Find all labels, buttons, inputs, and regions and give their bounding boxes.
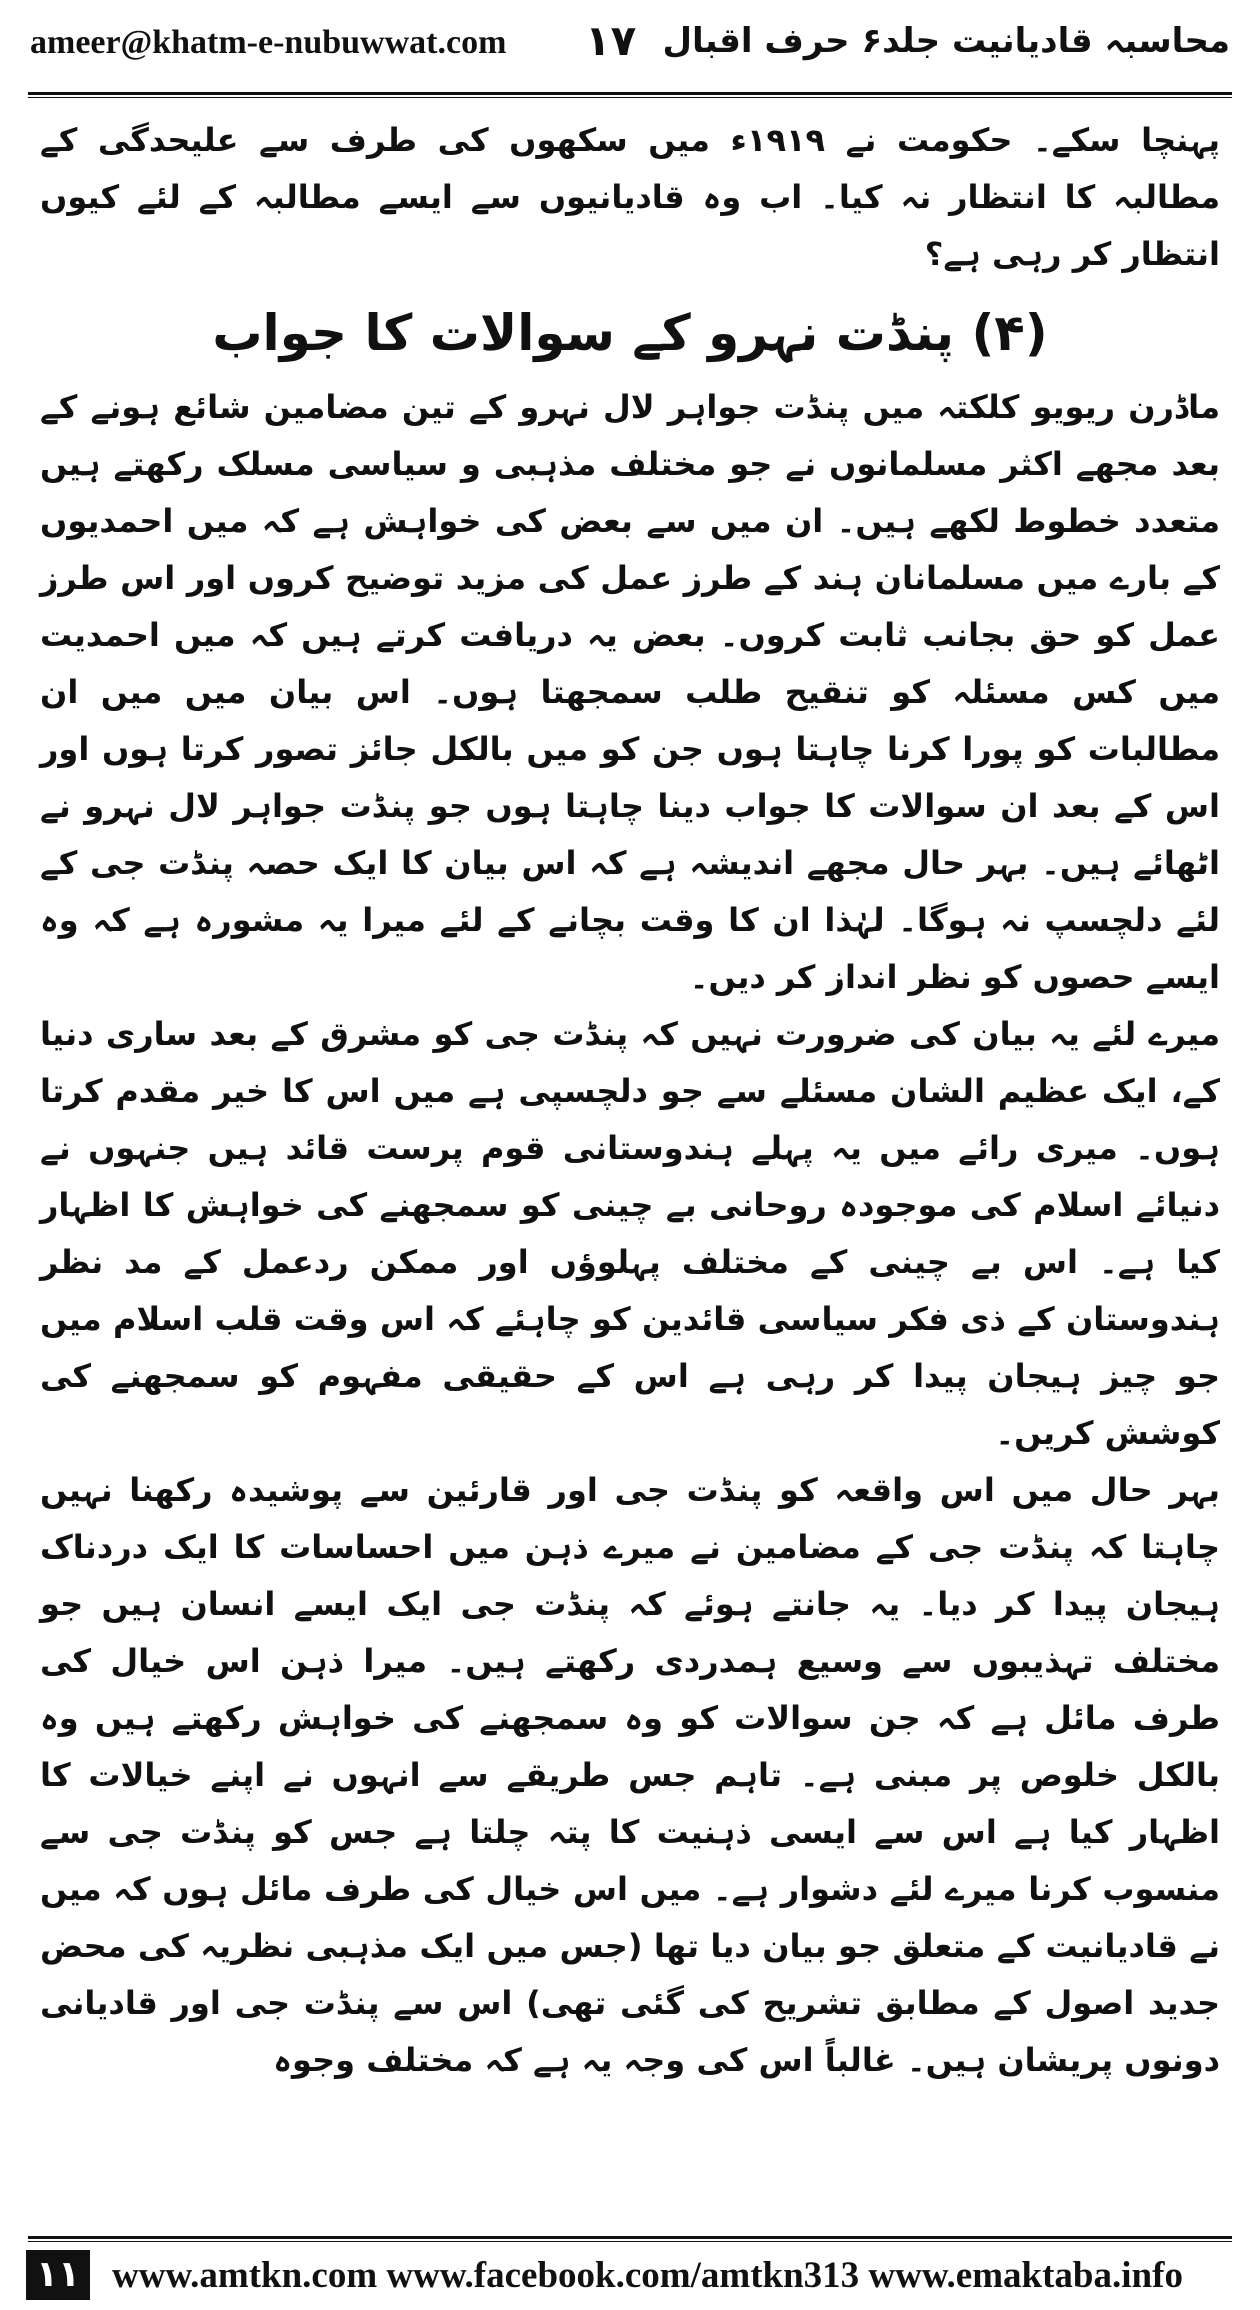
sheet-number-badge: ۱۱ [26, 2250, 90, 2300]
body-paragraph: میرے لئے یہ بیان کی ضرورت نہیں کہ پنڈت جی کو مشرق کے بعد ساری دنیا کے، ایک عظیم الشان مسئلے سے جو دلچسپی ہے میں اس کا خیر مقدم کرتا ہوں۔ میری رائے میں یہ پہلے ہندوستانی قوم پرست قائد ہیں جنہوں نے دنیائے اسلام کی موجودہ روحانی بے چینی کو سمجھنے کی خواہش کا اظہار کیا ہے۔ اس بے چینی کے مختلف پہلوؤں اور ممکن ردعمل کے مد نظر ہندوستان کے ذی فکر سیاسی قائدین کو چاہئے کہ اس وقت قلب اسلام میں جو چیز ہیجان پیدا کر رہی ہے اس کے حقیقی مفہوم کو سمجھنے کی کوشش کریں۔ [40, 1015, 1220, 1452]
page-number: ۱۷ [585, 16, 637, 65]
body-paragraph: پہنچا سکے۔ حکومت نے ۱۹۱۹ء میں سکھوں کی طرف سے علیحدگی کے مطالبہ کا انتظار نہ کیا۔ اب وہ قادیانیوں سے ایسے مطالبہ کے لئے کیوں انتظار کر رہی ہے؟ [40, 121, 1221, 273]
book-title: محاسبہ قادیانیت جلد۶ حرف اقبال [662, 21, 1230, 61]
header-divider [28, 92, 1232, 98]
page-header [0, 0, 1260, 100]
footer-links[interactable]: www.amtkn.com www.facebook.com/amtkn313 www.emaktaba.info [112, 2255, 1183, 2296]
page-footer [0, 2236, 1260, 2310]
body-paragraph: ماڈرن ریویو کلکتہ میں پنڈت جواہر لال نہرو کے تین مضامین شائع ہونے کے بعد مجھے اکثر مسلمانوں نے جو مختلف مذہبی و سیاسی مسلک رکھتے ہیں متعدد خطوط لکھے ہیں۔ ان میں سے بعض کی خواہش ہے کہ میں احمدیوں کے بارے میں مسلمانان ہند کے طرز عمل کی مزید توضیح کروں اور اس طرز عمل کو حق بجانب ثابت کروں۔ بعض یہ دریافت کرتے ہیں کہ میں احمدیت میں کس مسئلہ کو تنقیح طلب سمجھتا ہوں۔ اس بیان میں میں ان مطالبات کو پورا کرنا چاہتا ہوں جن کو میں بالکل جائز تصور کرتا ہوں اور اس کے بعد ان سوالات کا جواب دینا چاہتا ہوں جو پنڈت جواہر لال نہرو نے اٹھائے ہیں۔ بہر حال مجھے اندیشہ ہے کہ اس بیان کا ایک حصہ پنڈت جی کے لئے دلچسپ نہ ہوگا۔ لہٰذا ان کا وقت بچانے کے لئے میرا یہ مشورہ ہے کہ وہ ایسے حصوں کو نظر انداز کر دیں۔ [40, 388, 1221, 996]
header-email[interactable]: ameer@khatm-e-nubuwwat.com [30, 24, 507, 61]
body-paragraph: بہر حال میں اس واقعہ کو پنڈت جی اور قارئین سے پوشیدہ رکھنا نہیں چاہتا کہ پنڈت جی کے مضامین نے میرے ذہن میں احساسات کا ایک دردناک ہیجان پیدا کر دیا۔ یہ جانتے ہوئے کہ پنڈت جی ایک ایسے انسان ہیں جو مختلف تہذیبوں سے وسیع ہمدردی رکھتے ہیں۔ میرا ذہن اس خیال کی طرف مائل ہے کہ جن سوالات کو وہ سمجھنے کی خواہش رکھتے ہیں وہ بالکل خلوص پر مبنی ہے۔ تاہم جس طریقے سے انہوں نے اپنے خیالات کا اظہار کیا ہے اس سے ایسی ذہنیت کا پتہ چلتا ہے جس کو پنڈت جی سے منسوب کرنا میرے لئے دشوار ہے۔ میں اس خیال کی طرف مائل ہوں کہ میں نے قادیانیت کے متعلق جو بیان دیا تھا (جس میں ایک مذہبی نظریہ کی محض جدید اصول کے مطابق تشریح کی گئی تھی) اس سے پنڈت جی اور قادیانی دونوں پریشان ہیں۔ غالباً اس کی وجہ یہ ہے کہ مختلف وجوہ [40, 1471, 1221, 2079]
footer-divider [28, 2236, 1232, 2242]
section-title: (۴) پنڈت نہرو کے سوالات کا جواب [212, 304, 1048, 362]
page-body [40, 112, 1220, 2162]
